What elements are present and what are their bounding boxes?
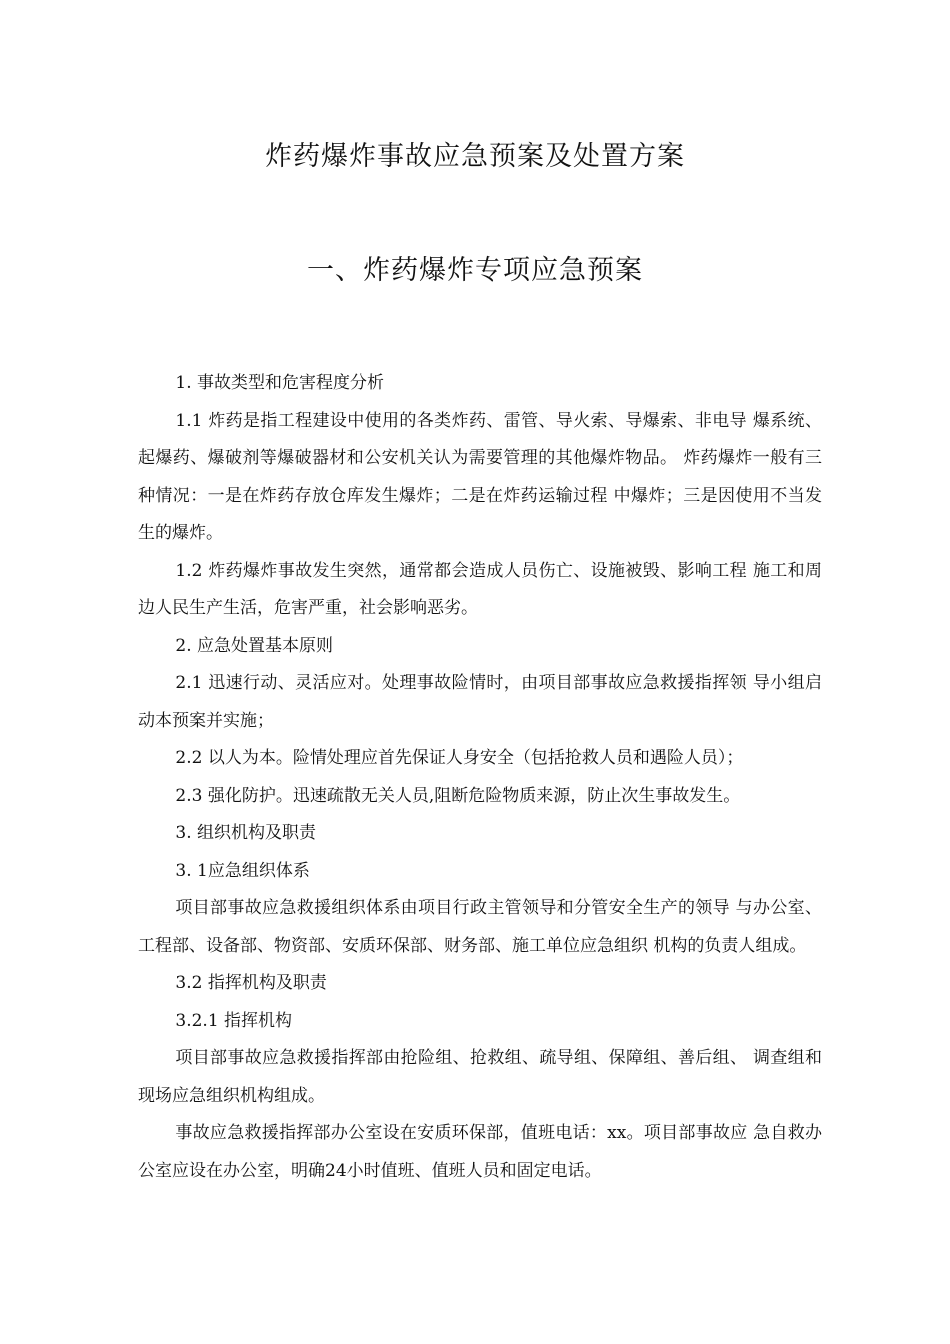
paragraph-2-1: 2.1 迅速行动、灵活应对。处理事故险情时，由项目部事故应急救援指挥领 导小组启动本预案并实施； [138, 673, 822, 731]
heading-3: 3. 组织机构及职责 [175, 823, 317, 843]
heading-3-2-1: 3.2.1 指挥机构 [175, 1010, 293, 1031]
heading-2: 2. 应急处置基本原则 [175, 635, 334, 656]
heading-3-2: 3.2 指挥机构及职责 [175, 973, 327, 993]
document-title: 炸药爆炸事故应急预案及处置方案 [265, 141, 685, 172]
heading-3-1: 3. 1应急组织体系 [175, 860, 310, 881]
paragraph-1-1: 1.1 炸药是指工程建设中使用的各类炸药、雷管、导火索、导爆索、非电导 爆系统、起爆药、爆破剂等爆破器材和公安机关认为需要管理的其他爆炸物品。 炸药爆炸一般有三种情况：一是在炸药存放仓库发生爆炸；二是在炸药运输过程 中爆炸；三是因使用不当发生的爆炸。 [138, 410, 822, 543]
document-body [138, 365, 822, 1190]
paragraph-3-2-2: 事故应急救援指挥部办公室设在安质环保部，值班电话：xx。项目部事故应 急自救办公室应设在办公室，明确24小时值班、值班人员和固定电话。 [138, 1123, 822, 1181]
paragraph-2-2: 2.2 以人为本。险情处理应首先保证人身安全（包括抢救人员和遇险人员）； [175, 748, 744, 768]
paragraph-2-3: 2.3 强化防护。迅速疏散无关人员,阻断危险物质来源，防止次生事故发生。 [175, 785, 741, 806]
paragraph-3-2-1: 项目部事故应急救援指挥部由抢险组、抢救组、疏导组、保障组、善后组、 调查组和现场应急组织机构组成。 [138, 1048, 822, 1106]
heading-1: 1. 事故类型和危害程度分析 [175, 373, 385, 393]
section-title: 一、炸药爆炸专项应急预案 [307, 255, 643, 286]
paragraph-1-2: 1.2 炸药爆炸事故发生突然，通常都会造成人员伤亡、设施被毁、影响工程 施工和周边人民生产生活，危害严重，社会影响恶劣。 [138, 560, 822, 618]
paragraph-3-1: 项目部事故应急救援组织体系由项目行政主管领导和分管安全生产的领导 与办公室、工程部、设备部、物资部、安质环保部、财务部、施工单位应急组织 机构的负责人组成。 [138, 898, 822, 956]
